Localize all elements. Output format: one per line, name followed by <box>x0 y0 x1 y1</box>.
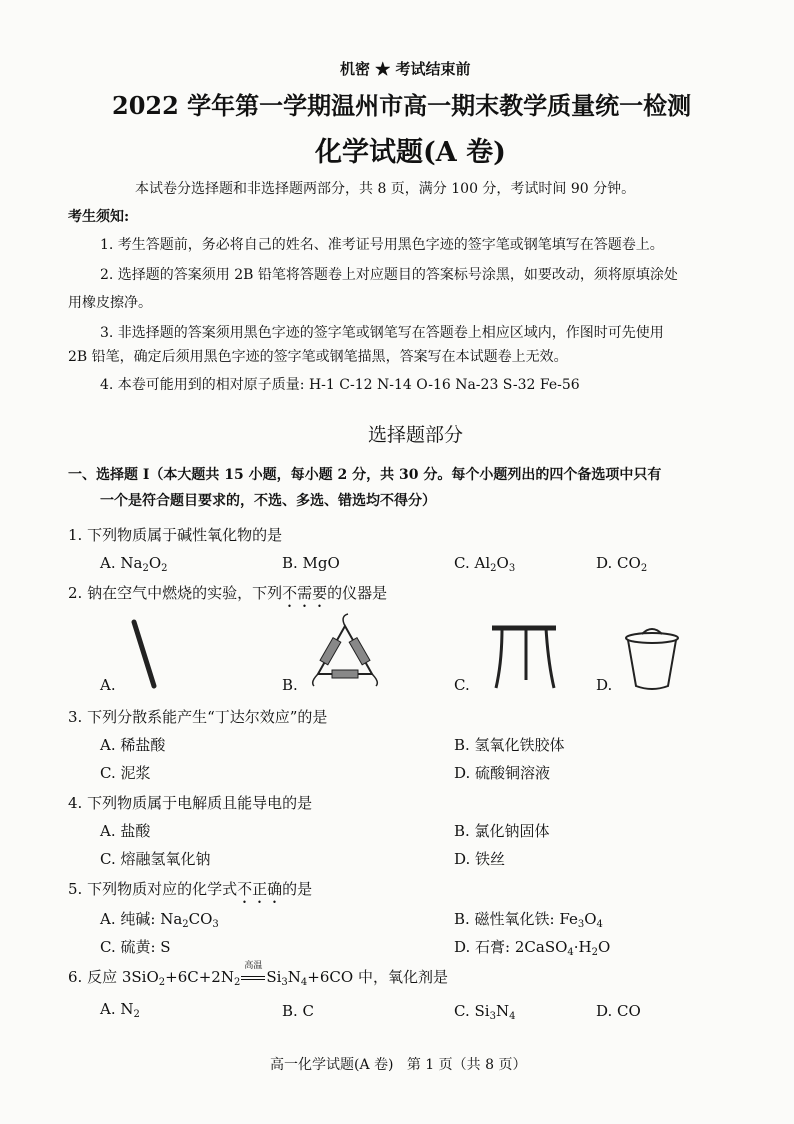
notice-item-2-line2: 用橡皮擦净。 <box>68 295 152 311</box>
q2-option-c: C. <box>454 676 470 694</box>
confidential-mark: 机密 ★ 考试结束前 <box>340 60 471 78</box>
notice-item-3-line1: 3. 非选择题的答案须用黑色字迹的签字笔或钢笔写在答题卷上相应区域内，作图时可先使用 <box>100 325 664 341</box>
section-heading-line1: 一、选择题 I（本大题共 15 小题，每小题 2 分，共 30 分。每个小题列出的四个备选项中只有 <box>68 467 662 483</box>
q1-option-a: A. $Na_2O_2$ <box>100 554 168 574</box>
exam-intro: 本试卷分选择题和非选择题两部分，共 8 页，满分 100 分，考试时间 90 分钟。 <box>135 181 636 197</box>
q4-option-b: B. 氯化钠固体 <box>454 822 550 840</box>
notice-item-3-line2: 2B 铅笔，确定后须用黑色字迹的签字笔或钢笔描黑，答案写在本试题卷上无效。 <box>68 349 568 365</box>
notice-item-1: 1. 考生答题前，务必将自己的姓名、准考证号用黑色字迹的签字笔或钢笔填写在答题卷上。 <box>100 237 664 253</box>
clay-triangle-figure <box>310 612 380 690</box>
q1-stem: 1. 下列物质属于碱性氧化物的是 <box>68 526 283 544</box>
q4-option-c: C. 熔融氢氧化钠 <box>100 850 211 868</box>
q4-stem: 4. 下列物质属于电解质且能导电的是 <box>68 794 313 812</box>
q5-option-a: A. 纯碱: $Na_2CO_3$ <box>100 910 219 930</box>
notice-item-4: 4. 本卷可能用到的相对原子质量: H-1 C-12 N-14 O-16 Na-23 S-32 Fe-56 <box>100 377 580 393</box>
q2-stem: 2. 钠在空气中燃烧的实验，下列不需要的仪器是 <box>68 584 388 602</box>
q6-option-a: A. $N_2$ <box>100 1000 140 1020</box>
tripod-figure <box>486 622 562 692</box>
q3-stem: 3. 下列分散系能产生“丁达尔效应”的是 <box>68 708 328 726</box>
crucible-figure <box>622 624 682 694</box>
q6-option-c: C. $Si_3N_4$ <box>454 1002 516 1022</box>
q6-stem: 6. 反应 $3SiO_2+6C+2N_2$ 高温 $Si_3N_4+6CO$ 中，氧化剂是 <box>68 961 448 988</box>
exam-title: 2022 学年第一学期温州市高一期末教学质量统一检测 <box>112 91 692 120</box>
notice-heading: 考生须知: <box>68 209 130 225</box>
subject-title: 化学试题(A 卷) <box>315 137 506 168</box>
q2-option-d: D. <box>596 676 613 694</box>
reaction-arrow: 高温 <box>240 968 266 986</box>
q5-option-b: B. 磁性氧化铁: $Fe_3O_4$ <box>454 910 603 930</box>
q2-option-b: B. <box>282 676 298 694</box>
section-title: 选择题部分 <box>368 424 464 446</box>
q6-option-d: D. CO <box>596 1002 641 1020</box>
q4-option-d: D. 铁丝 <box>454 850 506 868</box>
notice-item-2-line1: 2. 选择题的答案须用 2B 铅笔将答题卷上对应题目的答案标号涂黑，如要改动，须将原填涂处 <box>100 267 678 283</box>
q3-option-a: A. 稀盐酸 <box>100 736 166 754</box>
q3-option-b: B. 氢氧化铁胶体 <box>454 736 565 754</box>
q1-option-b: B. MgO <box>282 554 340 572</box>
q5-option-d: D. 石膏: $2CaSO_4\cdot H_2O$ <box>454 938 611 958</box>
q3-option-d: D. 硫酸铜溶液 <box>454 764 551 782</box>
q5-option-c: C. 硫黄: S <box>100 938 171 956</box>
q3-option-c: C. 泥浆 <box>100 764 151 782</box>
q5-stem: 5. 下列物质对应的化学式不正确的是 <box>68 880 313 898</box>
q6-option-b: B. C <box>282 1002 315 1020</box>
glass-rod-figure <box>126 618 166 692</box>
q4-option-a: A. 盐酸 <box>100 822 151 840</box>
q2-option-a: A. <box>100 676 116 694</box>
q1-option-c: C. $Al_2O_3$ <box>454 554 516 574</box>
section-heading-line2: 一个是符合题目要求的，不选、多选、错选均不得分） <box>100 493 436 509</box>
page-footer: 高一化学试题(A 卷) 第 1 页（共 8 页） <box>270 1057 527 1073</box>
q1-option-d: D. $CO_2$ <box>596 554 648 574</box>
